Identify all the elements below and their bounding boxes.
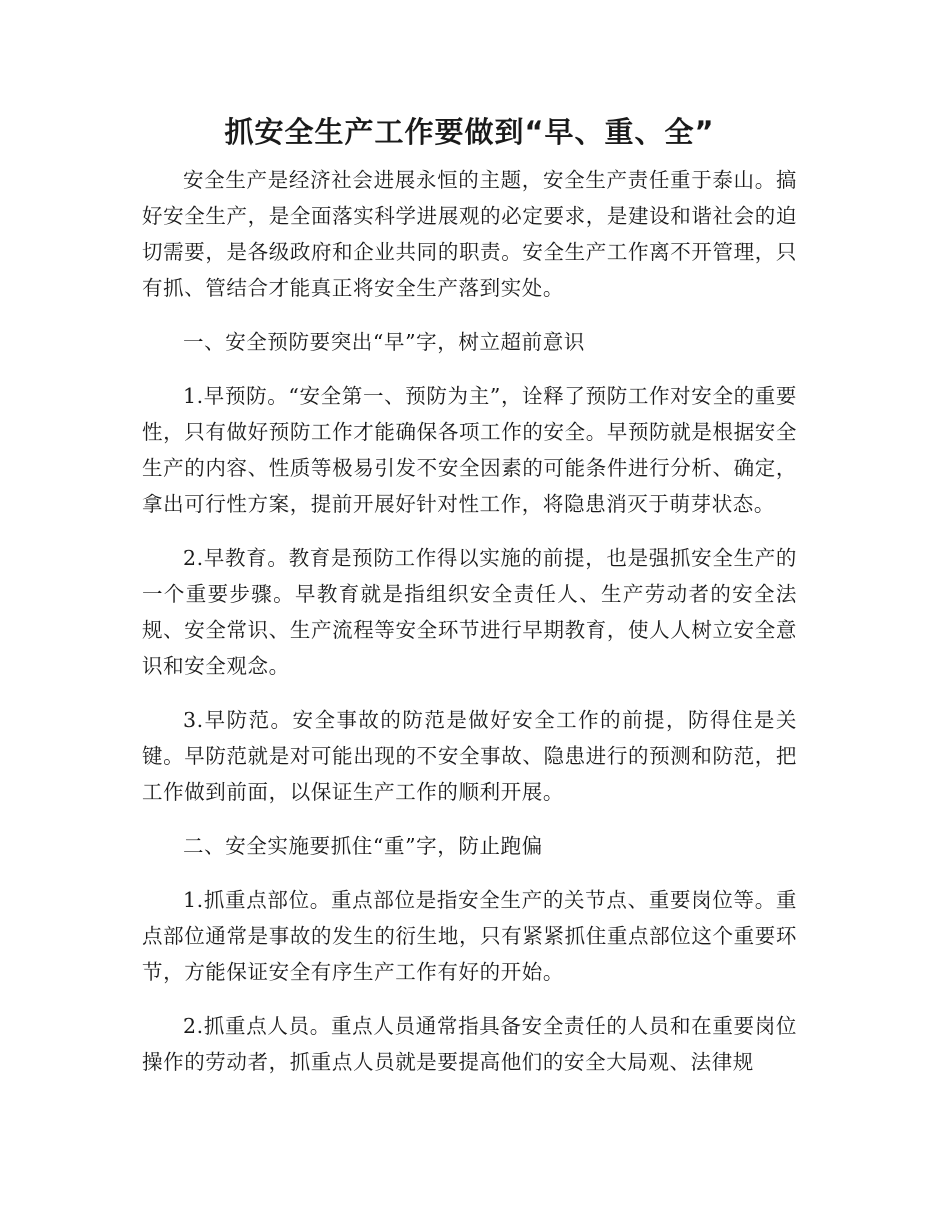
section-1-item-1: 1.早预防。“安全第一、预防为主”，诠释了预防工作对安全的重要性，只有做好预防工作才能确保各项工作的安全。早预防就是根据安全生产的内容、性质等极易引发不安全因素的可能条件进行分析、确定，拿出可行性方案，提前开展好针对性工作，将隐患消灭于萌芽状态。 — [142, 384, 797, 516]
document-title: 抓安全生产工作要做到“早、重、全” — [224, 115, 715, 149]
section-1-item-3: 3.早防范。安全事故的防范是做好安全工作的前提，防得住是关键。早防范就是对可能出现的不安全事故、隐患进行的预测和防范，把工作做到前面，以保证生产工作的顺利开展。 — [142, 708, 797, 804]
document-page — [142, 112, 797, 1098]
section-1-heading: 一、安全预防要突出“早”字，树立超前意识 — [183, 330, 585, 354]
section-1-item-2: 2.早教育。教育是预防工作得以实施的前提，也是强抓安全生产的一个重要步骤。早教育就是指组织安全责任人、生产劳动者的安全法规、安全常识、生产流程等安全环节进行早期教育，使人人树立安全意识和安全观念。 — [142, 546, 797, 678]
section-2-item-2: 2.抓重点人员。重点人员通常指具备安全责任的人员和在重要岗位操作的劳动者，抓重点人员就是要提高他们的安全大局观、法律规 — [142, 1014, 797, 1074]
section-2-item-1: 1.抓重点部位。重点部位是指安全生产的关节点、重要岗位等。重点部位通常是事故的发生的衍生地，只有紧紧抓住重点部位这个重要环节，方能保证安全有序生产工作有好的开始。 — [142, 888, 797, 984]
intro-paragraph: 安全生产是经济社会进展永恒的主题，安全生产责任重于泰山。搞好安全生产，是全面落实科学进展观的必定要求，是建设和谐社会的迫切需要，是各级政府和企业共同的职责。安全生产工作离不开管理，只有抓、管结合才能真正将安全生产落到实处。 — [142, 168, 797, 300]
section-2-heading: 二、安全实施要抓住“重”字，防止跑偏 — [183, 834, 543, 858]
